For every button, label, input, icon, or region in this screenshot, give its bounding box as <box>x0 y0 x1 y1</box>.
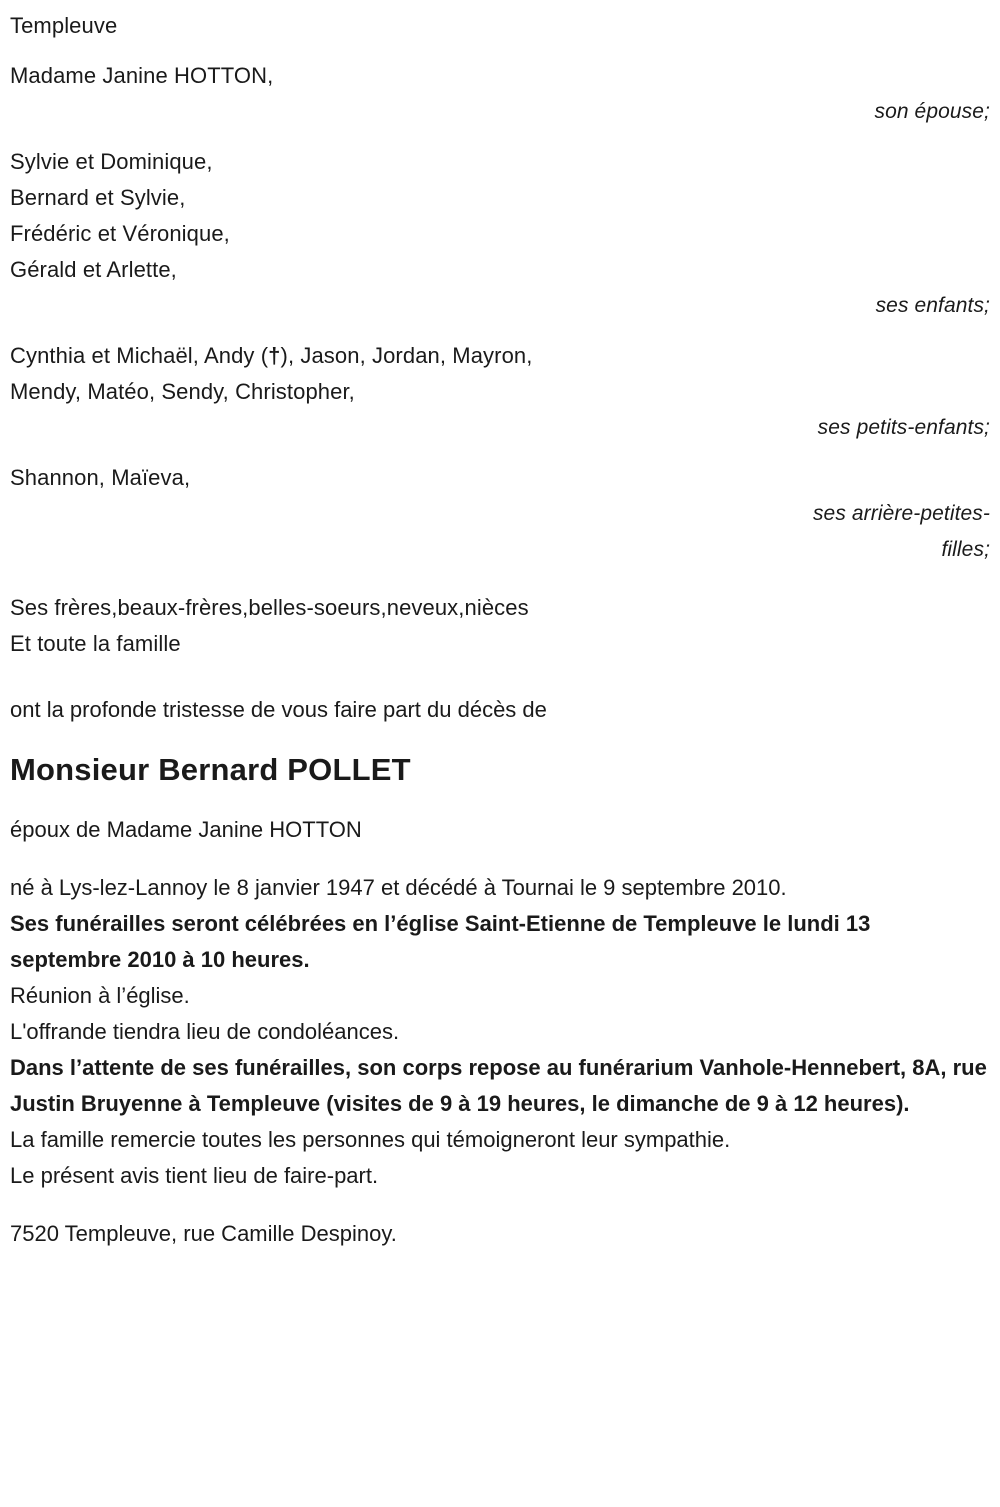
dagger-icon: † <box>268 343 281 368</box>
great-grandchildren-role-label-line-2: filles; <box>941 538 990 561</box>
spacer <box>10 44 990 58</box>
family-address: 7520 Templeuve, rue Camille Despinoy. <box>10 1221 397 1246</box>
child-name: Gérald et Arlette, <box>10 257 177 282</box>
spacer <box>10 1194 990 1216</box>
spouse-role-label: son épouse; <box>874 100 990 123</box>
family-group-spouse <box>10 58 990 130</box>
funeral-service-details: Ses funérailles seront célébrées en l’église Saint-Etienne de Templeuve le lundi 13 septembre 2010 à 10 heures. <box>10 911 871 972</box>
deceased-name: Monsieur Bernard POLLET <box>10 752 411 787</box>
faire-part-notice: Le présent avis tient lieu de faire-part. <box>10 1163 379 1188</box>
spacer <box>10 790 990 812</box>
deceased-relation: époux de Madame Janine HOTTON <box>10 817 362 842</box>
great-grandchild-names: Shannon, Maïeva, <box>10 465 191 490</box>
children-role-label: ses enfants; <box>875 294 990 317</box>
great-grandchildren-role-label-line-1: ses arrière-petites- <box>812 502 990 525</box>
spacer <box>10 728 990 750</box>
grandchildren-role-label: ses petits-enfants; <box>817 416 990 439</box>
grandchild-name-line: Mendy, Matéo, Sendy, Christopher, <box>10 379 355 404</box>
child-name: Frédéric et Véronique, <box>10 221 230 246</box>
spacer <box>10 324 990 338</box>
grandchild-names-part-2: ), Jason, Jordan, Mayron, <box>280 343 533 368</box>
spacer <box>10 848 990 870</box>
family-thanks: La famille remercie toutes les personnes qui témoigneront leur sympathie. <box>10 1127 731 1152</box>
spacer <box>10 130 990 144</box>
locality-header: Templeuve <box>10 13 118 38</box>
family-group-grandchildren <box>10 338 990 446</box>
birth-death-details: né à Lys-lez-Lannoy le 8 janvier 1947 et décédé à Tournai le 9 septembre 2010. <box>10 875 787 900</box>
funeral-gathering: Réunion à l’église. <box>10 983 190 1008</box>
spacer <box>10 568 990 590</box>
spacer <box>10 446 990 460</box>
family-group-children <box>10 144 990 324</box>
funeral-offering: L'offrande tiendra lieu de condoléances. <box>10 1019 400 1044</box>
child-name: Bernard et Sylvie, <box>10 185 186 210</box>
family-group-great-grandchildren <box>10 460 990 568</box>
grandchild-name-line <box>10 338 730 374</box>
spacer <box>10 662 990 692</box>
extended-family-line: Ses frères,beaux-frères,belles-soeurs,neveux,nièces <box>10 595 529 620</box>
spouse-names: Madame Janine HOTTON, <box>10 63 274 88</box>
grandchild-names-part-1: Cynthia et Michaël, Andy ( <box>10 343 269 368</box>
funerarium-details: Dans l’attente de ses funérailles, son corps repose au funérarium Vanhole-Hennebert, 8A, rue Justin Bruyenne à Templeuve (visites de 9 à 19 heures, le dimanche de 9 à 12 heures). <box>10 1055 987 1116</box>
announcement-intro: ont la profonde tristesse de vous faire part du décès de <box>10 697 547 722</box>
extended-family-line: Et toute la famille <box>10 631 181 656</box>
child-name: Sylvie et Dominique, <box>10 149 213 174</box>
family-group-extended <box>10 590 990 662</box>
